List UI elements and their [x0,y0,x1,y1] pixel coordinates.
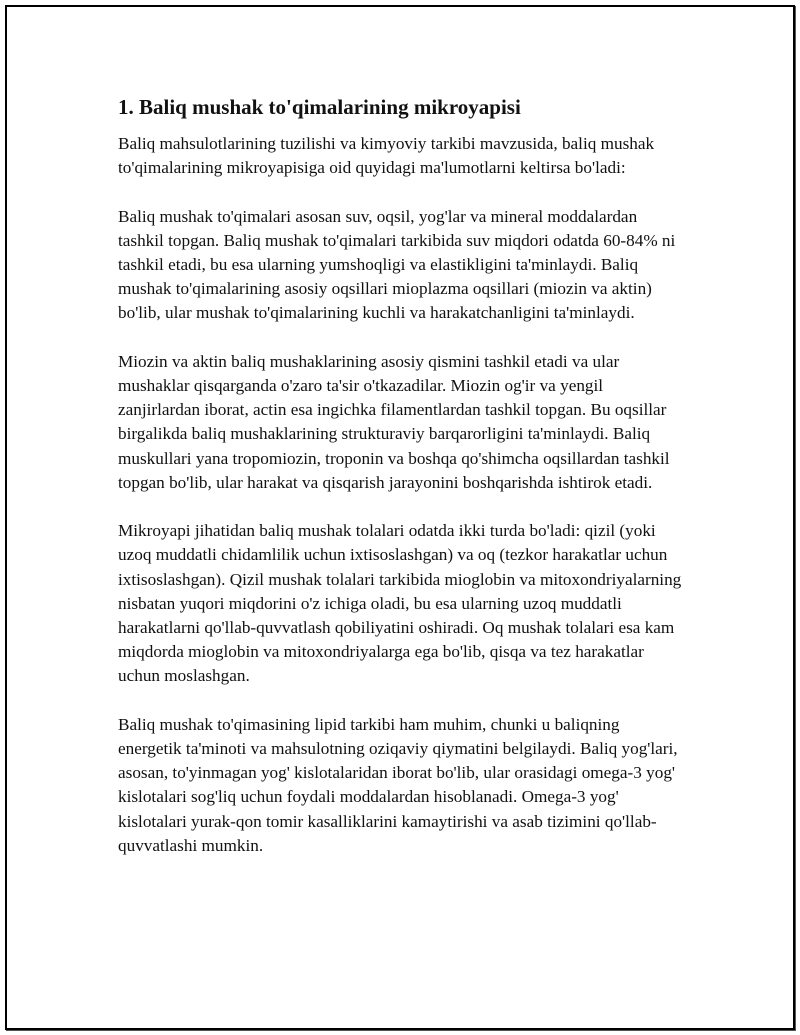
paragraph-fiber-types: Mikroyapi jihatidan baliq mushak tolalari odatda ikki turda bo'ladi: qizil (yoki uzoq muddatli chidamlilik uchun ixtisoslashgan) va oq (tezkor harakatlar uchun ixtisoslashgan). Qizil mushak tolalari tarkibida mioglobin va mitoxondriyalarning nisbatan yuqori miqdorini o'z ichiga oladi, bu esa ularning uzoq muddatli harakatlarni qo'llab-quvvatlash qobiliyatini oshiradi. Oq mushak tolalari esa kam miqdorda mioglobin va mitoxondriyalarga ega bo'lib, qisqa va tez harakatlar uchun moslashgan. [118,521,682,686]
document-body [118,94,684,882]
paragraph-myosin-actin: Miozin va aktin baliq mushaklarining asosiy qismini tashkil etadi va ular mushaklar qisqarganda o'zaro ta'sir o'tkazadilar. Miozin og'ir va yengil zanjirlardan iborat, actin esa ingichka filamentlardan tashkil topgan. Bu oqsillar birgalikda baliq mushaklarining strukturaviy barqarorligini ta'minlaydi. Baliq muskullari yana tropomiozin, troponin va boshqa qo'shimcha oqsillardan tashkil topgan bo'lib, ular harakat va qisqarish jarayonini boshqarishda ishtirok etadi. [118,351,670,492]
paragraph-intro: Baliq mahsulotlarining tuzilishi va kimyoviy tarkibi mavzusida, baliq mushak to'qimalarining mikroyapisiga oid quyidagi ma'lumotlarni keltirsa bo'ladi: [118,134,655,178]
section-heading: 1. Baliq mushak to'qimalarining mikroyapisi [118,95,521,119]
paragraph-lipids: Baliq mushak to'qimasining lipid tarkibi ham muhim, chunki u baliqning energetik ta'minoti va mahsulotning oziqaviy qiymatini belgilaydi. Baliq yog'lari, asosan, to'yinmagan yog' kislotalaridan iborat bo'lib, ular orasidagi omega-3 yog' kislotalari sog'liq uchun foydali moddalardan hisoblanadi. Omega-3 yog' kislotalari yurak-qon tomir kasalliklarini kamaytirishi va asab tizimini qo'llab-quvvatlashi mumkin. [118,714,678,855]
paragraph-composition: Baliq mushak to'qimalari asosan suv, oqsil, yog'lar va mineral moddalardan tashkil topgan. Baliq mushak to'qimalari tarkibida suv miqdori odatda 60-84% ni tashkil etadi, bu esa ularning yumshoqligi va elastikligini ta'minlaydi. Baliq mushak to'qimalarining asosiy oqsillari mioplazma oqsillari (miozin va aktin) bo'lib, ular mushak to'qimalarining kuchli va harakatchanligini ta'minlaydi. [118,206,676,323]
